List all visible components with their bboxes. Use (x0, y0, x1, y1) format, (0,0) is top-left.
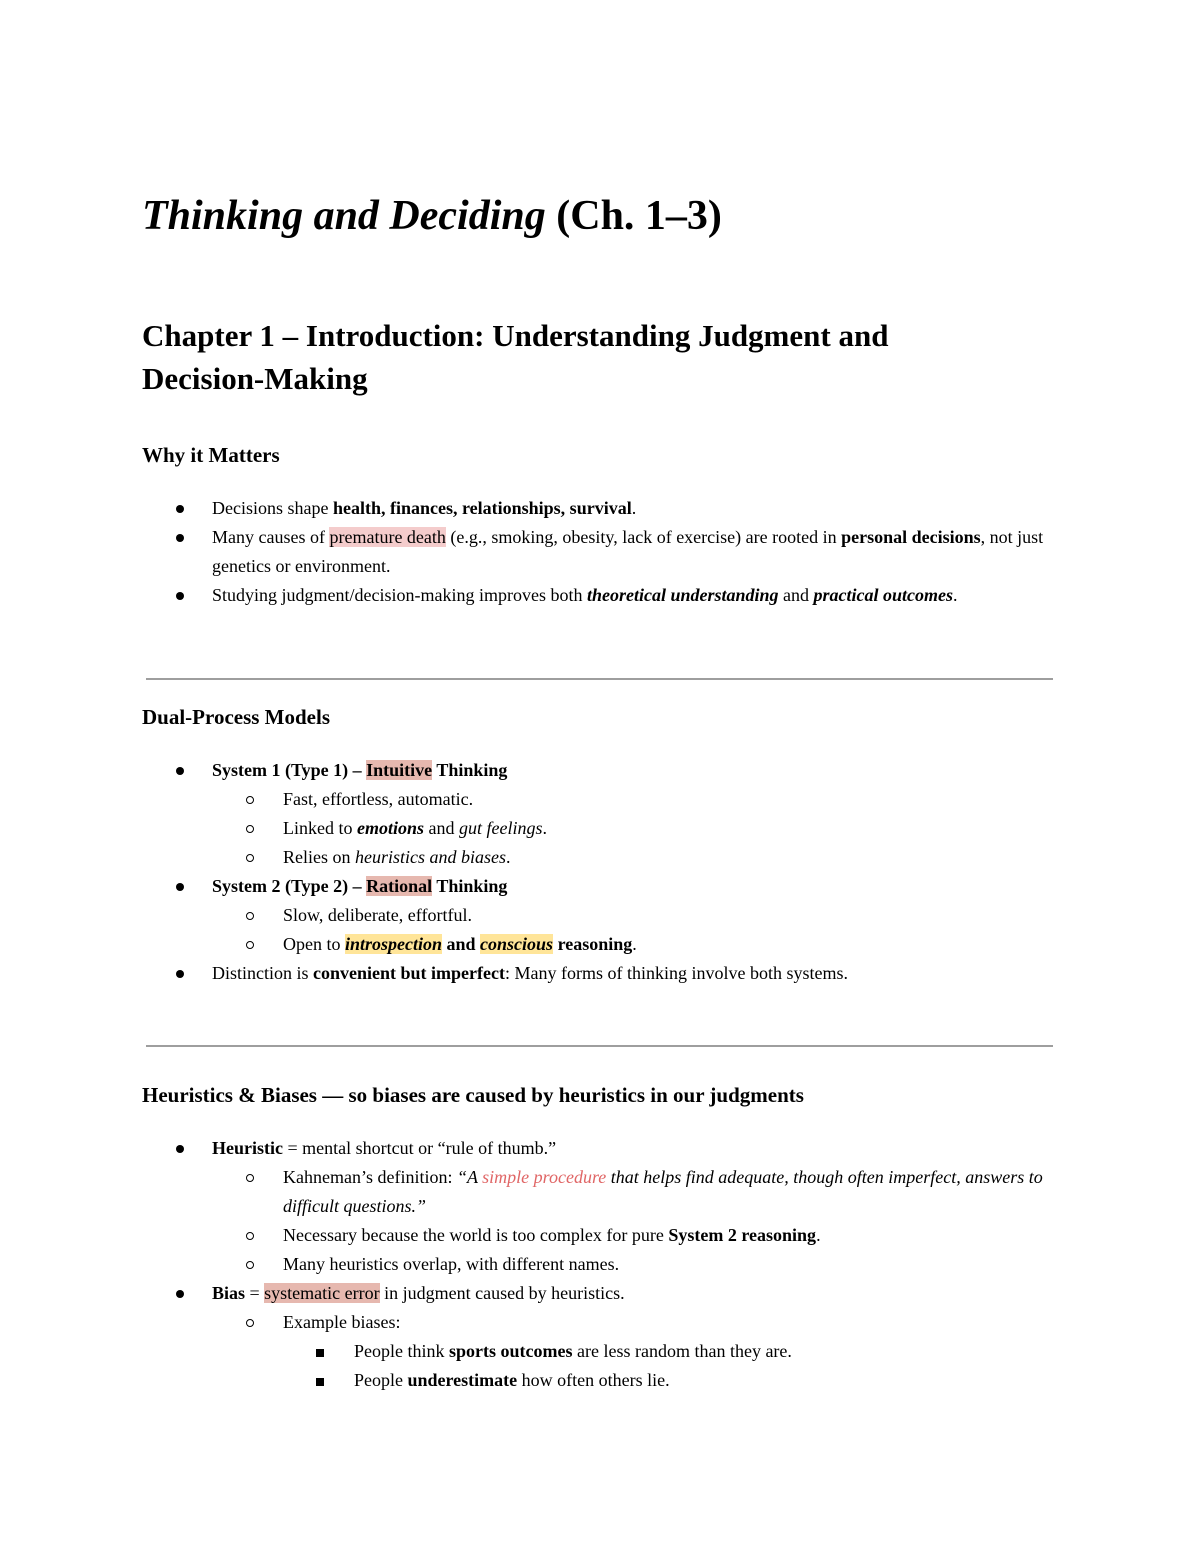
text: Kahneman’s definition: (283, 1167, 457, 1187)
list-item (142, 959, 1062, 988)
bold-text: reasoning (553, 934, 633, 954)
text: Example biases: (283, 1312, 401, 1332)
sub-sub-list (283, 1337, 1062, 1395)
text: . (631, 498, 637, 518)
text: Decisions shape (212, 498, 333, 518)
text: , not just genetics or environment. (212, 527, 1044, 576)
bold-italic-text: theoretical understanding (586, 585, 779, 605)
sub-list (212, 785, 1062, 872)
highlighted-text: systematic error (264, 1283, 380, 1303)
bullet-dot-icon (176, 959, 184, 988)
bullet-dot-icon (176, 581, 184, 610)
bullet-square-icon (316, 1337, 324, 1366)
list-item (142, 494, 1062, 523)
bullet-circle-icon (246, 1250, 254, 1279)
list-item (142, 1279, 1062, 1395)
bullet-dot-icon (176, 872, 184, 901)
text: . (816, 1225, 821, 1245)
bullet-circle-icon (246, 1221, 254, 1250)
why-list (142, 494, 1062, 610)
bold-text: and (442, 934, 481, 954)
text: Studying judgment/decision-making improves both (212, 585, 587, 605)
section-heading-heuristics-biases: Heuristics & Biases — so biases are caused by heuristics in our judgments (142, 1083, 804, 1107)
highlighted-text: premature death (329, 527, 446, 547)
highlighted-text: introspection (345, 934, 443, 954)
text: Fast, effortless, automatic. (283, 789, 474, 809)
bullet-circle-icon (246, 785, 254, 814)
bold-text: convenient but imperfect (313, 963, 505, 983)
sub-list-item (212, 843, 1062, 872)
text: Slow, deliberate, effortful. (283, 905, 472, 925)
italic-text: “A (456, 1167, 483, 1187)
sub-sub-list-item (283, 1337, 1062, 1366)
sub-list-item (212, 785, 1062, 814)
list-item (142, 1134, 1062, 1279)
text: Relies on (283, 847, 355, 867)
text: Distinction is (212, 963, 314, 983)
text: People think (354, 1341, 449, 1361)
sub-list (212, 1163, 1062, 1279)
bold-text: underestimate (407, 1370, 518, 1390)
text: and (424, 818, 460, 838)
chapter-heading-line1: Chapter 1 – Introduction: Understanding Judgment and (142, 318, 889, 353)
sub-list-item (212, 1221, 1062, 1250)
bold-italic-text: emotions (357, 818, 425, 838)
bold-text: Thinking (432, 876, 508, 896)
document-title (142, 190, 1062, 242)
text: Linked to (283, 818, 357, 838)
list-item (142, 581, 1062, 610)
sub-list-item (212, 1308, 1062, 1395)
highlighted-text: conscious (480, 934, 554, 954)
text: how often others lie. (517, 1370, 670, 1390)
text: Necessary because the world is too complex for pure (283, 1225, 669, 1245)
text: Open to (283, 934, 345, 954)
text: and (778, 585, 814, 605)
italic-text: gut feelings (459, 818, 543, 838)
bold-text: System 1 (Type 1) – (212, 760, 367, 780)
sub-list-item (212, 1163, 1062, 1221)
text: People (354, 1370, 408, 1390)
bullet-circle-icon (246, 1163, 254, 1192)
list-item (142, 756, 1062, 872)
bullet-dot-icon (176, 756, 184, 785)
text: : Many forms of thinking involve both systems. (504, 963, 848, 983)
heuristics-list (142, 1134, 1062, 1395)
horizontal-divider (146, 1045, 1053, 1047)
bullet-square-icon (316, 1366, 324, 1395)
bullet-dot-icon (176, 1134, 184, 1163)
text: in judgment caused by heuristics. (379, 1283, 625, 1303)
bold-text: personal decisions (841, 527, 981, 547)
sub-sub-list-item (283, 1366, 1062, 1395)
text: = mental shortcut or “rule of thumb.” (282, 1138, 557, 1158)
section-heading-why-it-matters: Why it Matters (142, 443, 280, 467)
text: . (632, 934, 637, 954)
spacer (142, 988, 1062, 1080)
bullet-dot-icon (176, 1279, 184, 1308)
bold-text: System 2 (Type 2) – (212, 876, 367, 896)
red-italic-text: simple procedure (482, 1167, 607, 1187)
highlighted-text: Intuitive (366, 760, 433, 780)
sub-list-item (212, 930, 1062, 959)
section-heading-dual-process: Dual-Process Models (142, 705, 331, 729)
italic-text: heuristics and biases (355, 847, 506, 867)
bullet-dot-icon (176, 523, 184, 552)
text: Many causes of (212, 527, 330, 547)
title-italic: Thinking and Deciding (142, 193, 546, 239)
chapter-heading (142, 314, 1062, 400)
text: . (952, 585, 958, 605)
highlighted-text: Rational (366, 876, 433, 896)
sub-list-item (212, 1250, 1062, 1279)
bullet-circle-icon (246, 814, 254, 843)
sub-list-item (212, 814, 1062, 843)
italic-text: that helps find adequate, though often imperfect, answers to difficult questions.” (283, 1167, 1043, 1216)
text: = (245, 1283, 265, 1303)
text: Many heuristics overlap, with different names. (283, 1254, 620, 1274)
bullet-circle-icon (246, 930, 254, 959)
title-rest: (Ch. 1–3) (545, 193, 722, 239)
text: . (542, 818, 548, 838)
dual-list (142, 756, 1062, 988)
bold-text: sports outcomes (449, 1341, 573, 1361)
chapter-heading-line2: Decision-Making (142, 361, 368, 396)
bullet-circle-icon (246, 843, 254, 872)
bold-text: Thinking (432, 760, 508, 780)
list-item (142, 523, 1062, 581)
bold-text: health, finances, relationships, survival (332, 498, 632, 518)
text: (e.g., smoking, obesity, lack of exercise) are rooted in (445, 527, 842, 547)
bold-text: System 2 reasoning (668, 1225, 817, 1245)
text: are less random than they are. (572, 1341, 792, 1361)
text: . (506, 847, 511, 867)
sub-list-item (212, 901, 1062, 930)
sub-list (212, 901, 1062, 959)
bold-text: Heuristic (212, 1138, 283, 1158)
bullet-dot-icon (176, 494, 184, 523)
bullet-circle-icon (246, 1308, 254, 1337)
list-item (142, 872, 1062, 959)
sub-list (212, 1308, 1062, 1395)
bullet-circle-icon (246, 901, 254, 930)
bold-text: Bias (212, 1283, 246, 1303)
spacer (142, 610, 1062, 702)
bold-italic-text: practical outcomes (813, 585, 953, 605)
document-content (142, 190, 1062, 1395)
horizontal-divider (146, 678, 1053, 680)
